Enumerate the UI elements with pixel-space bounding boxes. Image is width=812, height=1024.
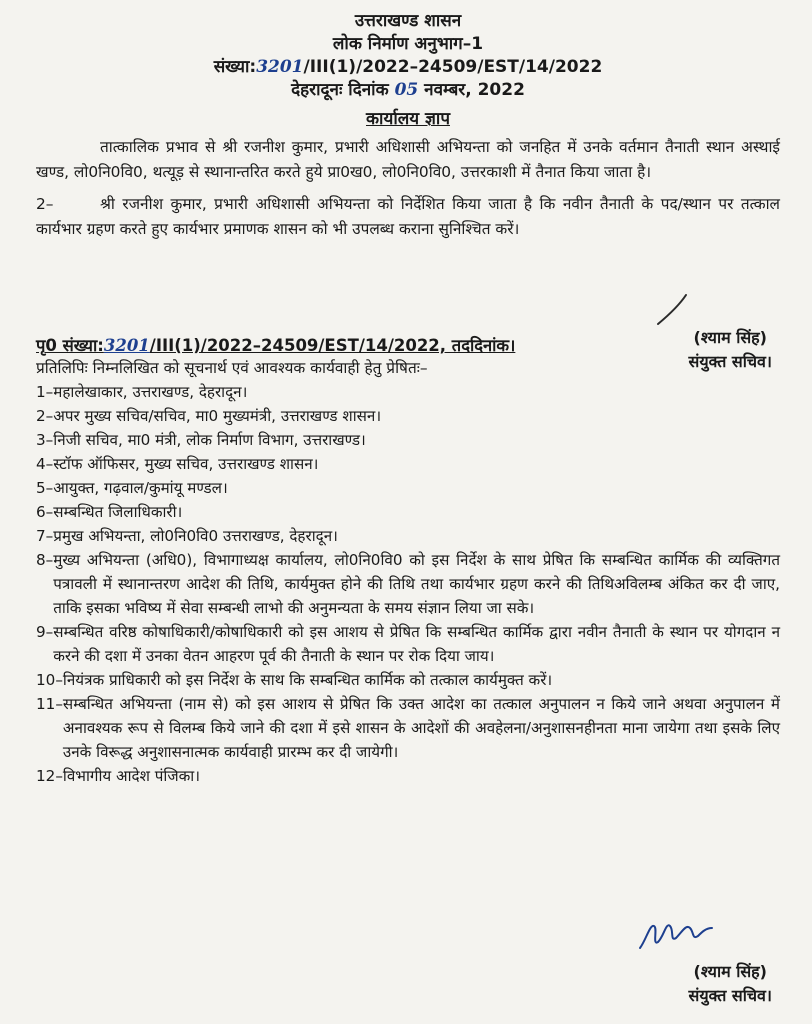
- copy-list-item: [36, 620, 780, 668]
- handwritten-endorsement-number: 3201: [103, 336, 150, 355]
- handwritten-date: 05: [394, 80, 419, 100]
- copy-list-text: प्रमुख अभियन्ता, लो0नि0वि0 उत्तराखण्ड, देहरादून।: [53, 527, 338, 545]
- copy-list-item: [36, 428, 780, 452]
- copy-list-number: 8–: [36, 551, 54, 569]
- copy-list-item: [36, 764, 780, 788]
- copy-list-number: 11–: [36, 695, 63, 713]
- copy-list-number: 4–: [36, 455, 54, 473]
- copy-to-intro: प्रतिलिपिः निम्नलिखित को सूचनार्थ एवं आवश्यक कार्यवाही हेतु प्रेषितः–: [36, 359, 428, 377]
- handwritten-ref-number: 3201: [256, 57, 304, 77]
- memo-date: देहरादूनः दिनांक 05 नवम्बर, 2022: [291, 80, 525, 100]
- copy-list-text: नियंत्रक प्राधिकारी को इस निर्देश के साथ कि सम्बन्धित कार्मिक को तत्काल कार्यमुक्त करें।: [62, 671, 553, 689]
- copy-list-text: सम्बन्धित अभियन्ता (नाम से) को इस आशय से प्रेषित कि उक्त आदेश का तत्काल अनुपालन न किये जाने अथवा अनुपालन में अनावश्यक रूप से विलम्ब किये जाने की दशा में इसे शासन के आदेशों की अवहेलना/अनुशासनहीनता माना जायेगा तथा इसके लिए उनके विरूद्ध अनुशासनात्मक कार्यवाही प्रारम्भ कर दी जायेगी।: [62, 695, 780, 761]
- memo-paragraph-1: तात्कालिक प्रभाव से श्री रजनीश कुमार, प्रभारी अधिशासी अभियन्ता को जनहित में उनके वर्तमान तैनाती स्थान अस्थाई खण्ड, लो0नि0वि0, थत्यूड़ से स्थानान्तरित करते हुये प्रा0ख0, लो0नि0वि0, उत्तरकाशी में तैनात किया जाता है।: [36, 138, 780, 181]
- copy-list-number: 7–: [36, 527, 54, 545]
- reference-number: संख्या:3201/III(1)/2022–24509/EST/14/2022: [213, 57, 603, 77]
- copy-list-item: [36, 524, 780, 548]
- copy-list-number: 9–: [36, 623, 54, 641]
- signature-mark-2: [636, 912, 716, 956]
- signature-block-2: [689, 960, 772, 1008]
- copy-list-text: स्टॉफ ऑफिसर, मुख्य सचिव, उत्तराखण्ड शासन।: [53, 455, 319, 473]
- copy-list-text: विभागीय आदेश पंजिका।: [62, 767, 200, 785]
- copy-list-text: सम्बन्धित जिलाधिकारी।: [53, 503, 183, 521]
- copy-list-number: 10–: [36, 671, 63, 689]
- copy-list-item: [36, 404, 780, 428]
- memo-paragraph-2: 2– श्री रजनीश कुमार, प्रभारी अधिशासी अभियन्ता को निर्देशित किया जाता है कि नवीन तैनाती के पद/स्थान पर तत्काल कार्यभार ग्रहण करते हुए कार्यभार प्रमाणक शासन को भी उपलब्ध कराना सुनिश्चित करें।: [36, 192, 780, 241]
- signatory-designation: संयुक्त सचिव।: [688, 986, 772, 1005]
- copy-list-item: [36, 548, 780, 620]
- copy-list-text: निजी सचिव, मा0 मंत्री, लोक निर्माण विभाग, उत्तराखण्ड।: [53, 431, 366, 449]
- copy-list-item: [36, 500, 780, 524]
- signatory-designation: संयुक्त सचिव।: [688, 352, 772, 371]
- copy-list-item: [36, 692, 780, 764]
- memo-title: कार्यालय ज्ञाप: [366, 109, 450, 129]
- copy-list-item: [36, 668, 780, 692]
- signatory-name: (श्याम सिंह): [693, 328, 767, 347]
- signatory-name: (श्याम सिंह): [693, 962, 767, 981]
- memo-header: [36, 10, 780, 102]
- copy-list-text: महालेखाकार, उत्तराखण्ड, देहरादून।: [53, 383, 248, 401]
- endorsement-reference: पृ0 संख्या:3201/III(1)/2022–24509/EST/14/2022, तददिनांक।: [36, 336, 516, 355]
- signature-block-1: [689, 326, 772, 374]
- copy-list-item: [36, 452, 780, 476]
- department-section: लोक निर्माण अनुभाग–1: [332, 34, 484, 54]
- paragraph-number: 2–: [36, 195, 54, 213]
- copy-list-number: 6–: [36, 503, 54, 521]
- copy-list-text: सम्बन्धित वरिष्ठ कोषाधिकारी/कोषाधिकारी को इस आशय से प्रेषित कि सम्बन्धित कार्मिक द्वारा नवीन तैनाती के स्थान पर योगदान न करने की दशा में उनका वेतन आहरण पूर्व की तैनाती के स्थान पर रोक दिया जाय।: [53, 623, 780, 665]
- copy-list-text: मुख्य अभियन्ता (अधि0), विभागाध्यक्ष कार्यालय, लो0नि0वि0 को इस निर्देश के साथ प्रेषित कि सम्बन्धित कार्मिक की व्यक्तिगत पत्रावली में स्थानान्तरण आदेश की तिथि, कार्यमुक्त होने की तिथि तथा कार्यभार ग्रहण करने की तिथिअविलम्ब अंकित कर दी जाए, ताकि इसका भविष्य में सेवा सम्बन्धी लाभो की अनुमन्यता के समय संज्ञान लिया जा सके।: [53, 551, 780, 617]
- copy-list-item: [36, 476, 780, 500]
- government-name: उत्तराखण्ड शासन: [354, 11, 462, 31]
- copy-list-number: 3–: [36, 431, 54, 449]
- copy-list-item: [36, 380, 780, 404]
- copy-list-number: 5–: [36, 479, 54, 497]
- copy-list-text: अपर मुख्य सचिव/सचिव, मा0 मुख्यमंत्री, उत्तराखण्ड शासन।: [53, 407, 382, 425]
- copy-list-number: 1–: [36, 383, 54, 401]
- copy-list-number: 2–: [36, 407, 54, 425]
- signature-mark-1: [652, 292, 692, 328]
- copy-to-list: [36, 380, 780, 788]
- copy-list-text: आयुक्त, गढ़वाल/कुमांयू मण्डल।: [53, 479, 228, 497]
- copy-list-number: 12–: [36, 767, 63, 785]
